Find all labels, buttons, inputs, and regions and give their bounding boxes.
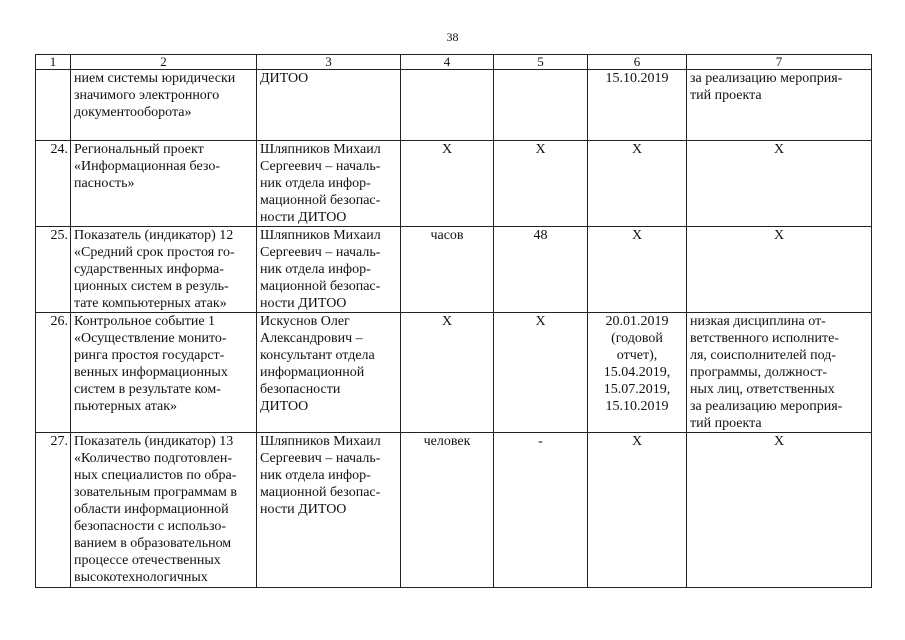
header-cell: 2 (71, 55, 257, 70)
header-cell: 7 (687, 55, 872, 70)
row-number: 27. (36, 433, 71, 588)
header-cell: 1 (36, 55, 71, 70)
header-cell: 4 (401, 55, 494, 70)
row-number (36, 70, 71, 141)
responsible: Шляпников Михаил Сергеевич – началь- ник отдела инфор- мационной безопас- ности ДИТОО (257, 433, 401, 588)
item-name: нием системы юридически значимого электронного документооборота» (71, 70, 257, 141)
value (494, 70, 588, 141)
item-name: Региональный проект «Информационная безо- пасность» (71, 141, 257, 227)
item-name: Показатель (индикатор) 13 «Количество подготовлен- ных специалистов по обра- зовательным программам в области информационной безопасности с использо- ванием в образовательном процессе отечественных высокотехнологичных (71, 433, 257, 588)
item-name: Контрольное событие 1 «Осуществление монито- ринга простоя государст- венных информационных систем в результате ком- пьютерных атак» (71, 313, 257, 433)
responsible: ДИТОО (257, 70, 401, 141)
page-number: 38 (446, 30, 459, 44)
responsible: Искуснов Олег Александрович – консультант отдела информационной безопасности ДИТОО (257, 313, 401, 433)
date: 15.10.2019 (588, 70, 687, 141)
plan-table (35, 54, 872, 588)
risks: низкая дисциплина от- ветственного исполните- ля, соисполнителей под- программы, должност- ных лиц, ответственных за реализацию мероприя- тий проекта (687, 313, 872, 433)
date: X (588, 227, 687, 313)
header-cell: 6 (588, 55, 687, 70)
header-row (36, 55, 872, 70)
value: - (494, 433, 588, 588)
row-number: 24. (36, 141, 71, 227)
risks: X (687, 433, 872, 588)
date: 20.01.2019 (годовой отчет), 15.04.2019, 15.07.2019, 15.10.2019 (588, 313, 687, 433)
unit: X (401, 313, 494, 433)
table-row (36, 227, 872, 313)
responsible: Шляпников Михаил Сергеевич – началь- ник отдела инфор- мационной безопас- ности ДИТОО (257, 227, 401, 313)
header-cell: 3 (257, 55, 401, 70)
risks: за реализацию мероприя- тий проекта (687, 70, 872, 141)
table-row (36, 70, 872, 141)
unit (401, 70, 494, 141)
table-row (36, 313, 872, 433)
date: X (588, 433, 687, 588)
row-number: 25. (36, 227, 71, 313)
unit: X (401, 141, 494, 227)
value: X (494, 141, 588, 227)
risks: X (687, 227, 872, 313)
value: X (494, 313, 588, 433)
risks: X (687, 141, 872, 227)
date: X (588, 141, 687, 227)
table-row (36, 141, 872, 227)
item-name: Показатель (индикатор) 12 «Средний срок простоя го- сударственных информа- ционных систем в резуль- тате компьютерных атак» (71, 227, 257, 313)
table-row (36, 433, 872, 588)
unit: часов (401, 227, 494, 313)
responsible: Шляпников Михаил Сергеевич – началь- ник отдела инфор- мационной безопас- ности ДИТОО (257, 141, 401, 227)
header-cell: 5 (494, 55, 588, 70)
unit: человек (401, 433, 494, 588)
row-number: 26. (36, 313, 71, 433)
value: 48 (494, 227, 588, 313)
